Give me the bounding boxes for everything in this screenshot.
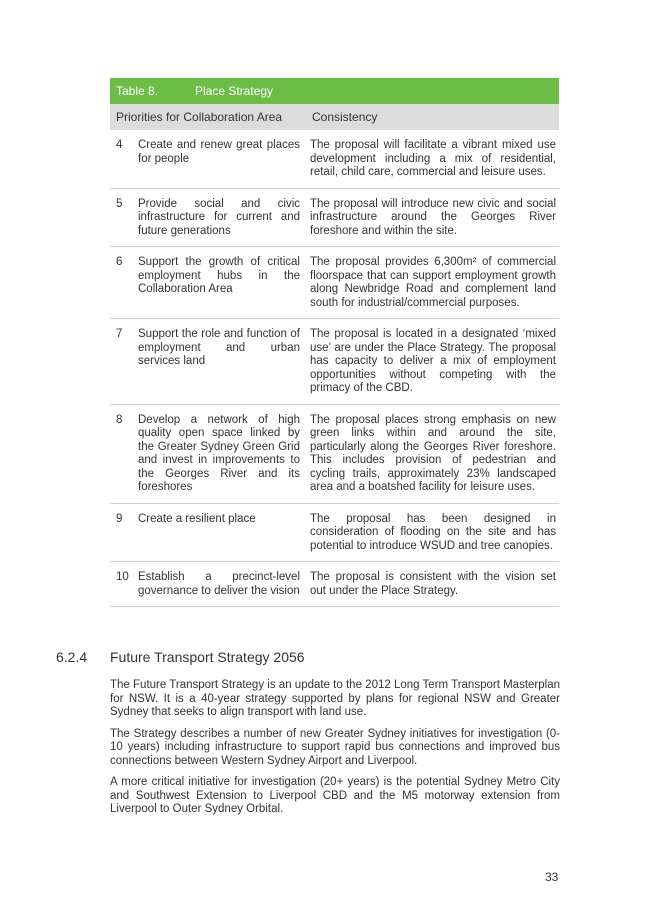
row-number: 6 [116,256,123,268]
place-strategy-table [110,78,559,607]
consistency-cell: The proposal will introduce new civic and social infrastructure around the Georges River foreshore and within the site. [310,197,556,237]
table-row [110,562,559,607]
row-number: 4 [116,139,123,151]
consistency-cell: The proposal will facilitate a vibrant mixed use development including a mix of residential, retail, child care, commercial and leisure uses. [310,139,556,178]
section-title: Future Transport Strategy 2056 [110,649,305,665]
row-number: 8 [116,413,123,426]
row-number: 5 [116,197,123,210]
row-number: 10 [116,571,129,583]
table-row [110,504,559,563]
table-title: Place Strategy [195,84,274,98]
table-row [110,319,559,405]
row-number: 7 [116,328,123,340]
priority-cell: Create a resilient place [138,512,256,525]
paragraph: The Future Transport Strategy is an update to the 2012 Long Term Transport Masterplan for NSW. It is a 40-year strategy supported by plans for regional NSW and Greater Sydney that seeks to align transport with land use. [110,679,560,718]
paragraph: A more critical initiative for investigation (20+ years) is the potential Sydney Metro City and Southwest Extension to Liverpool CBD and the M5 motorway extension from Liverpool to Outer Sydney Orbital. [110,776,560,815]
column-header-priorities: Priorities for Collaboration Area [116,110,283,124]
table-body [110,130,559,607]
column-header-consistency: Consistency [312,110,378,124]
priority-cell: Establish a precinct-level governance to deliver the vision [138,571,300,597]
paragraph: The Strategy describes a number of new Greater Sydney initiatives for investigation (0-10 years) including infrastructure to support rapid bus connections and improved bus connections between Western Sydney Airport and Liverpool. [110,727,560,767]
consistency-cell: The proposal has been designed in consideration of flooding on the site and has potential to introduce WSUD and tree canopies. [310,512,556,552]
table-row [110,130,559,189]
consistency-cell: The proposal provides 6,300m² of commercial floorspace that can support employment growth along Newbridge Road and complement land south for industrial/commercial purposes. [310,256,556,309]
section-heading [56,649,305,665]
priority-cell: Create and renew great places for people [138,139,300,165]
consistency-cell: The proposal places strong emphasis on new green links within and around the site, particularly along the Georges River foreshore. This includes provision of pedestrian and cycling trails, approximately 23% landscaped area and a boatshed facility for leisure uses. [310,413,556,493]
body-text [110,679,560,825]
consistency-cell: The proposal is consistent with the vision set out under the Place Strategy. [310,571,556,597]
priority-cell: Support the role and function of employment and urban services land [138,328,300,367]
row-number: 9 [116,512,123,525]
section-number: 6.2.4 [56,649,88,665]
page-number: 33 [545,870,559,884]
table-row [110,247,559,319]
table-header-row [110,104,559,130]
priority-cell: Develop a network of high quality open space linked by the Greater Sydney Green Grid and invest in improvements to the Georges River and its foreshores [138,413,300,493]
table-title-bar [110,78,559,104]
table-row [110,189,559,248]
consistency-cell: The proposal is located in a designated ‘mixed use’ are under the Place Strategy. The proposal has capacity to deliver a mix of employment opportunities without competing with the primacy of the CBD. [310,328,556,394]
priority-cell: Provide social and civic infrastructure for current and future generations [138,197,300,237]
table-number: Table 8. [116,84,159,98]
table-row [110,405,559,504]
priority-cell: Support the growth of critical employment hubs in the Collaboration Area [138,256,300,295]
